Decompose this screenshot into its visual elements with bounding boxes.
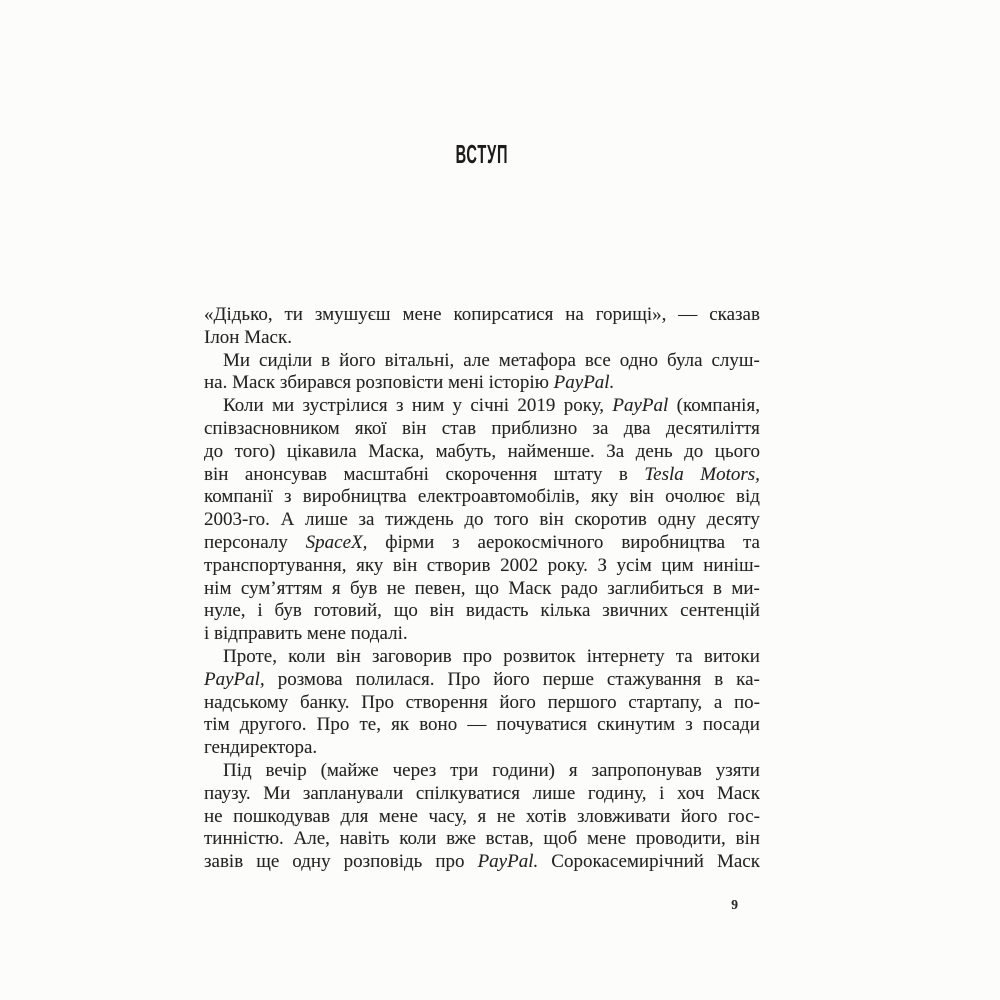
text-line: Коли ми зустрілися з ним у січні 2019 року, PayPal (компанія, <box>223 395 760 417</box>
text-line: завів ще одну розповідь про PayPal. Сорокасемирічний Маск <box>204 851 760 873</box>
text-line: «Дідько, ти змушуєш мене копирсатися на горищі», — сказав <box>204 304 760 325</box>
page-number: 9 <box>731 897 738 912</box>
paragraph <box>204 350 760 396</box>
paragraph <box>204 646 760 760</box>
text-line: нуле, і був готовий, що він видасть кілька звичних сентенцій <box>204 600 760 622</box>
text-line: транспортування, яку він створив 2002 року. З усім цим ниніш- <box>204 554 760 576</box>
text-line: тім другого. Про те, як воно — почуватися скинутим з посади <box>204 714 760 736</box>
chapter-title: ВСТУП <box>455 139 509 169</box>
text-line: на. Маск збирався розповісти мені історію PayPal. <box>204 372 615 394</box>
text-line: Проте, коли він заговорив про розвиток інтернету та витоки <box>223 645 760 667</box>
text-line: персоналу SpaceX, фірми з аерокосмічного виробництва та <box>204 531 760 553</box>
text-line: паузу. Ми запланували спілкуватися лише годину, і хоч Маск <box>204 782 760 804</box>
text-line: компанії з виробництва електроавтомобілів, яку він очолює від <box>204 486 760 508</box>
text-line: тинністю. Але, навіть коли вже встав, щоб мене проводити, він <box>204 828 760 850</box>
text-line: 2003-го. А лише за тиждень до того він скоротив одну десяту <box>204 509 760 531</box>
text-line: Під вечір (майже через три години) я запропонував узяти <box>223 759 760 781</box>
text-line: до того) цікавила Маска, мабуть, найменше. За день до цього <box>204 440 760 462</box>
text-line: Ми сиділи в його вітальні, але метафора все одно була слуш- <box>223 349 760 371</box>
text-line: співзасновником якої він став приблизно за два десятиліття <box>204 417 760 439</box>
body-text <box>204 304 760 874</box>
text-line: гендиректора. <box>204 737 318 759</box>
text-line: він анонсував масштабні скорочення штату в Tesla Motors, <box>204 463 760 485</box>
text-line: не пошкодував для мене часу, я не хотів зловживати його гос- <box>204 805 760 827</box>
text-line: PayPal, розмова полилася. Про його перше стажування в ка- <box>204 668 760 690</box>
text-line: і відправить мене подалі. <box>204 623 408 645</box>
paragraph <box>204 760 760 874</box>
text-line: нім сум’яттям я був не певен, що Маск радо заглибиться в ми- <box>204 577 760 599</box>
paragraph <box>204 304 760 350</box>
paragraph <box>204 395 760 646</box>
text-line: Ілон Маск. <box>204 326 292 348</box>
text-line: надському банку. Про створення його першого стартапу, а по- <box>204 691 760 713</box>
